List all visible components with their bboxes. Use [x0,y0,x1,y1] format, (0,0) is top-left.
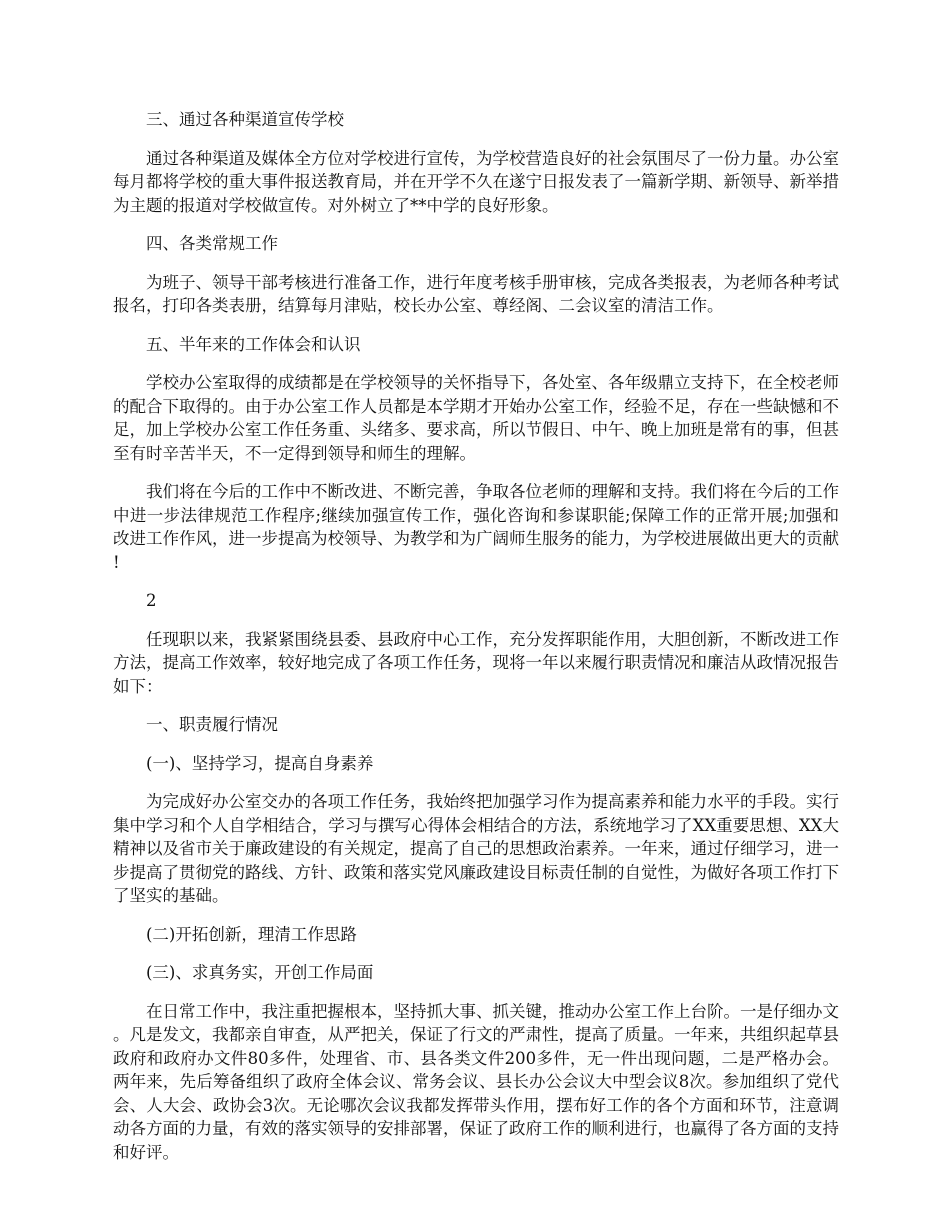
paragraph: 我们将在今后的工作中不断改进、不断完善，争取各位老师的理解和支持。我们将在今后的工作中进一步法律规范工作程序;继续加强宣传工作，强化咨询和参谋职能;保障工作的正常开展;加强和改进工作作风，进一步提高为校领导、为教学和为广阔师生服务的能力，为学校进展做出更大的贡献! [113,482,839,572]
subsection-heading: (一)、坚持学习，提高自身素养 [146,753,374,773]
paragraph: 为完成好办公室交办的各项工作任务，我始终把加强学习作为提高素养和能力水平的手段。实行集中学习和个人自学相结合，学习与撰写心得体会相结合的方法，系统地学习了XX重要思想、XX大精神以及省市关于廉政建设的有关规定，提高了自己的思想政治素养。一年来，通过仔细学习，进一步提高了贯彻党的路线、方针、政策和落实党风廉政建设目标责任制的自觉性，为做好各项工作打下了坚实的基础。 [113,792,839,905]
paragraph: 通过各种渠道及媒体全方位对学校进行宣传，为学校营造良好的社会氛围尽了一份力量。办公室每月都将学校的重大事件报送教育局，并在开学不久在遂宁日报发表了一篇新学期、新领导、新举措为主题的报道对学校做宣传。对外树立了**中学的良好形象。 [113,148,839,215]
document-page [113,108,839,1179]
section-heading: 五、半年来的工作体会和认识 [146,334,361,354]
section-heading: 三、通过各种渠道宣传学校 [146,110,344,129]
section-heading: 四、各类常规工作 [146,234,278,253]
paragraph: 在日常工作中，我注重把握根本，坚持抓大事、抓关键，推动办公室工作上台阶。一是仔细办文。凡是发文，我都亲自审查，从严把关，保证了行文的严肃性，提高了质量。一年来，共组织起草县政府和政府办文件80多件，处理省、市、县各类文件200多件，无一件出现问题，二是严格办会。两年来，先后筹备组织了政府全体会议、常务会议、县长办公会议大中型会议8次。参加组织了党代会、人大会、政协会3次。无论哪次会议我都发挥带头作用，摆布好工作的各个方面和环节，注意调动各方面的力量，有效的落实领导的安排部署，保证了政府工作的顺利进行，也赢得了各方面的支持和好评。 [113,1001,839,1162]
section-heading: 一、职责履行情况 [146,715,278,734]
paragraph: 为班子、领导干部考核进行准备工作，进行年度考核手册审核，完成各类报表，为老师各种考试报名，打印各类表册，结算每月津贴，校长办公室、尊经阁、二会议室的清洁工作。 [113,272,839,315]
subsection-heading: (三)、求真务实，开创工作局面 [146,963,374,982]
paragraph: 任现职以来，我紧紧围绕县委、县政府中心工作，充分发挥职能作用，大胆创新，不断改进工作方法，提高工作效率，较好地完成了各项工作任务，现将一年以来履行职责情况和廉洁从政情况报告如下： [113,629,839,696]
subsection-heading: (二)开拓创新，理清工作思路 [146,924,357,944]
section-number: 2 [146,591,157,610]
paragraph: 学校办公室取得的成绩都是在学校领导的关怀指导下，各处室、各年级鼎立支持下，在全校老师的配合下取得的。由于办公室工作人员都是本学期才开始办公室工作，经验不足，存在一些缺憾和不足，加上学校办公室工作任务重、头绪多、要求高，所以节假日、中午、晚上加班是常有的事，但甚至有时辛苦半天，不一定得到领导和师生的理解。 [113,373,839,463]
